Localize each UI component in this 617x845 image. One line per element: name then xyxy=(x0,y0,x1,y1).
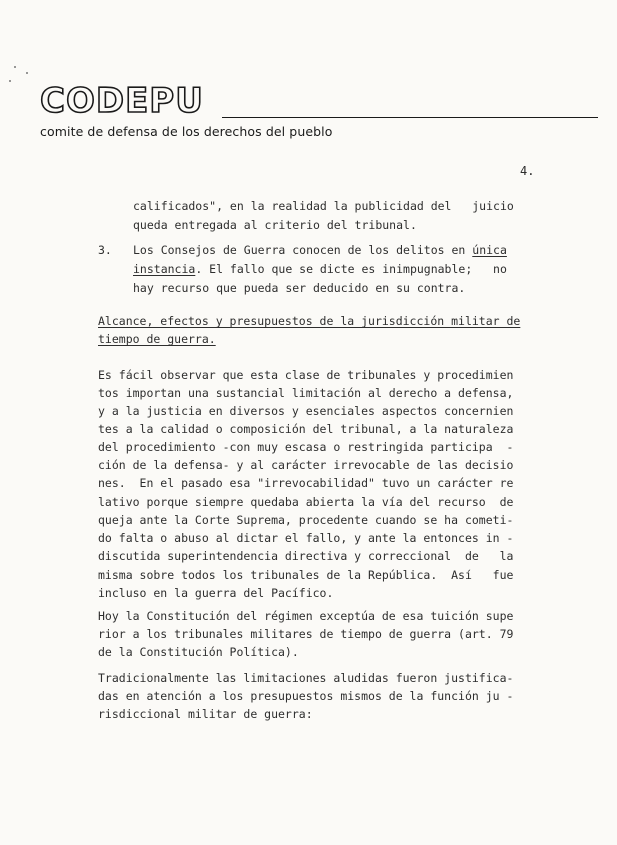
text-line: do falta o abuso al dictar el fallo, y ante la entonces in - xyxy=(98,531,514,545)
text-line: queja ante la Corte Suprema, procedente cuando se ha cometi- xyxy=(98,513,514,527)
text-line: Los Consejos de Guerra conocen de los delitos en única xyxy=(133,243,507,257)
text-line: misma sobre todos los tribunales de la República. Así fue xyxy=(98,568,514,582)
text-line: del procedimiento -con muy escasa o restringida participa - xyxy=(98,440,514,454)
text-line: tes a la calidad o composición del tribunal, a la naturaleza xyxy=(98,422,514,436)
text-line: das en atención a los presupuestos mismos de la función ju - xyxy=(98,689,514,703)
page-number: 4. xyxy=(520,164,535,178)
header-rule xyxy=(222,117,598,118)
underlined-word: instancia xyxy=(133,262,196,276)
text-line: calificados", en la realidad la publicidad del juicio xyxy=(133,199,514,213)
text-line: de la Constitución Política). xyxy=(98,645,299,659)
text-line: tos importan una sustancial limitación al derecho a defensa, xyxy=(98,386,514,400)
organization-tagline: comite de defensa de los derechos del pueblo xyxy=(40,124,333,139)
text-line: instancia. El fallo que se dicte es inimpugnable; no xyxy=(133,262,507,276)
text-line: ción de la defensa- y al carácter irrevocable de las decisio xyxy=(98,458,514,472)
scan-speck xyxy=(14,66,16,68)
text-line: queda entregada al criterio del tribunal. xyxy=(133,218,417,232)
text-line: y a la justicia en diversos y esenciales aspectos concernien xyxy=(98,404,514,418)
text-line: Tradicionalmente las limitaciones aludidas fueron justifica- xyxy=(98,671,514,685)
text-line: rior a los tribunales militares de tiempo de guerra (art. 79 xyxy=(98,627,514,641)
text-line: lativo porque siempre quedaba abierta la vía del recurso de xyxy=(98,495,514,509)
section-heading: Alcance, efectos y presupuestos de la jurisdicción militar de xyxy=(98,314,521,328)
text-line: discutida superintendencia directiva y correccional de la xyxy=(98,549,514,563)
scan-speck xyxy=(9,80,11,82)
text-line: hay recurso que pueda ser deducido en su contra. xyxy=(133,281,466,295)
scan-speck xyxy=(26,72,28,74)
text-line: Hoy la Constitución del régimen exceptúa de esa tuición supe xyxy=(98,609,514,623)
section-heading: tiempo de guerra. xyxy=(98,332,216,346)
list-number: 3. xyxy=(98,243,112,257)
underlined-word: única xyxy=(472,243,507,257)
text-line: incluso en la guerra del Pacífico. xyxy=(98,586,334,600)
text-line: Es fácil observar que esta clase de tribunales y procedimien xyxy=(98,368,514,382)
text-line: risdiccional militar de guerra: xyxy=(98,707,313,721)
text-line: nes. En el pasado esa "irrevocabilidad" tuvo un carácter re xyxy=(98,476,514,490)
codepu-logo: CODEPU xyxy=(40,81,204,121)
